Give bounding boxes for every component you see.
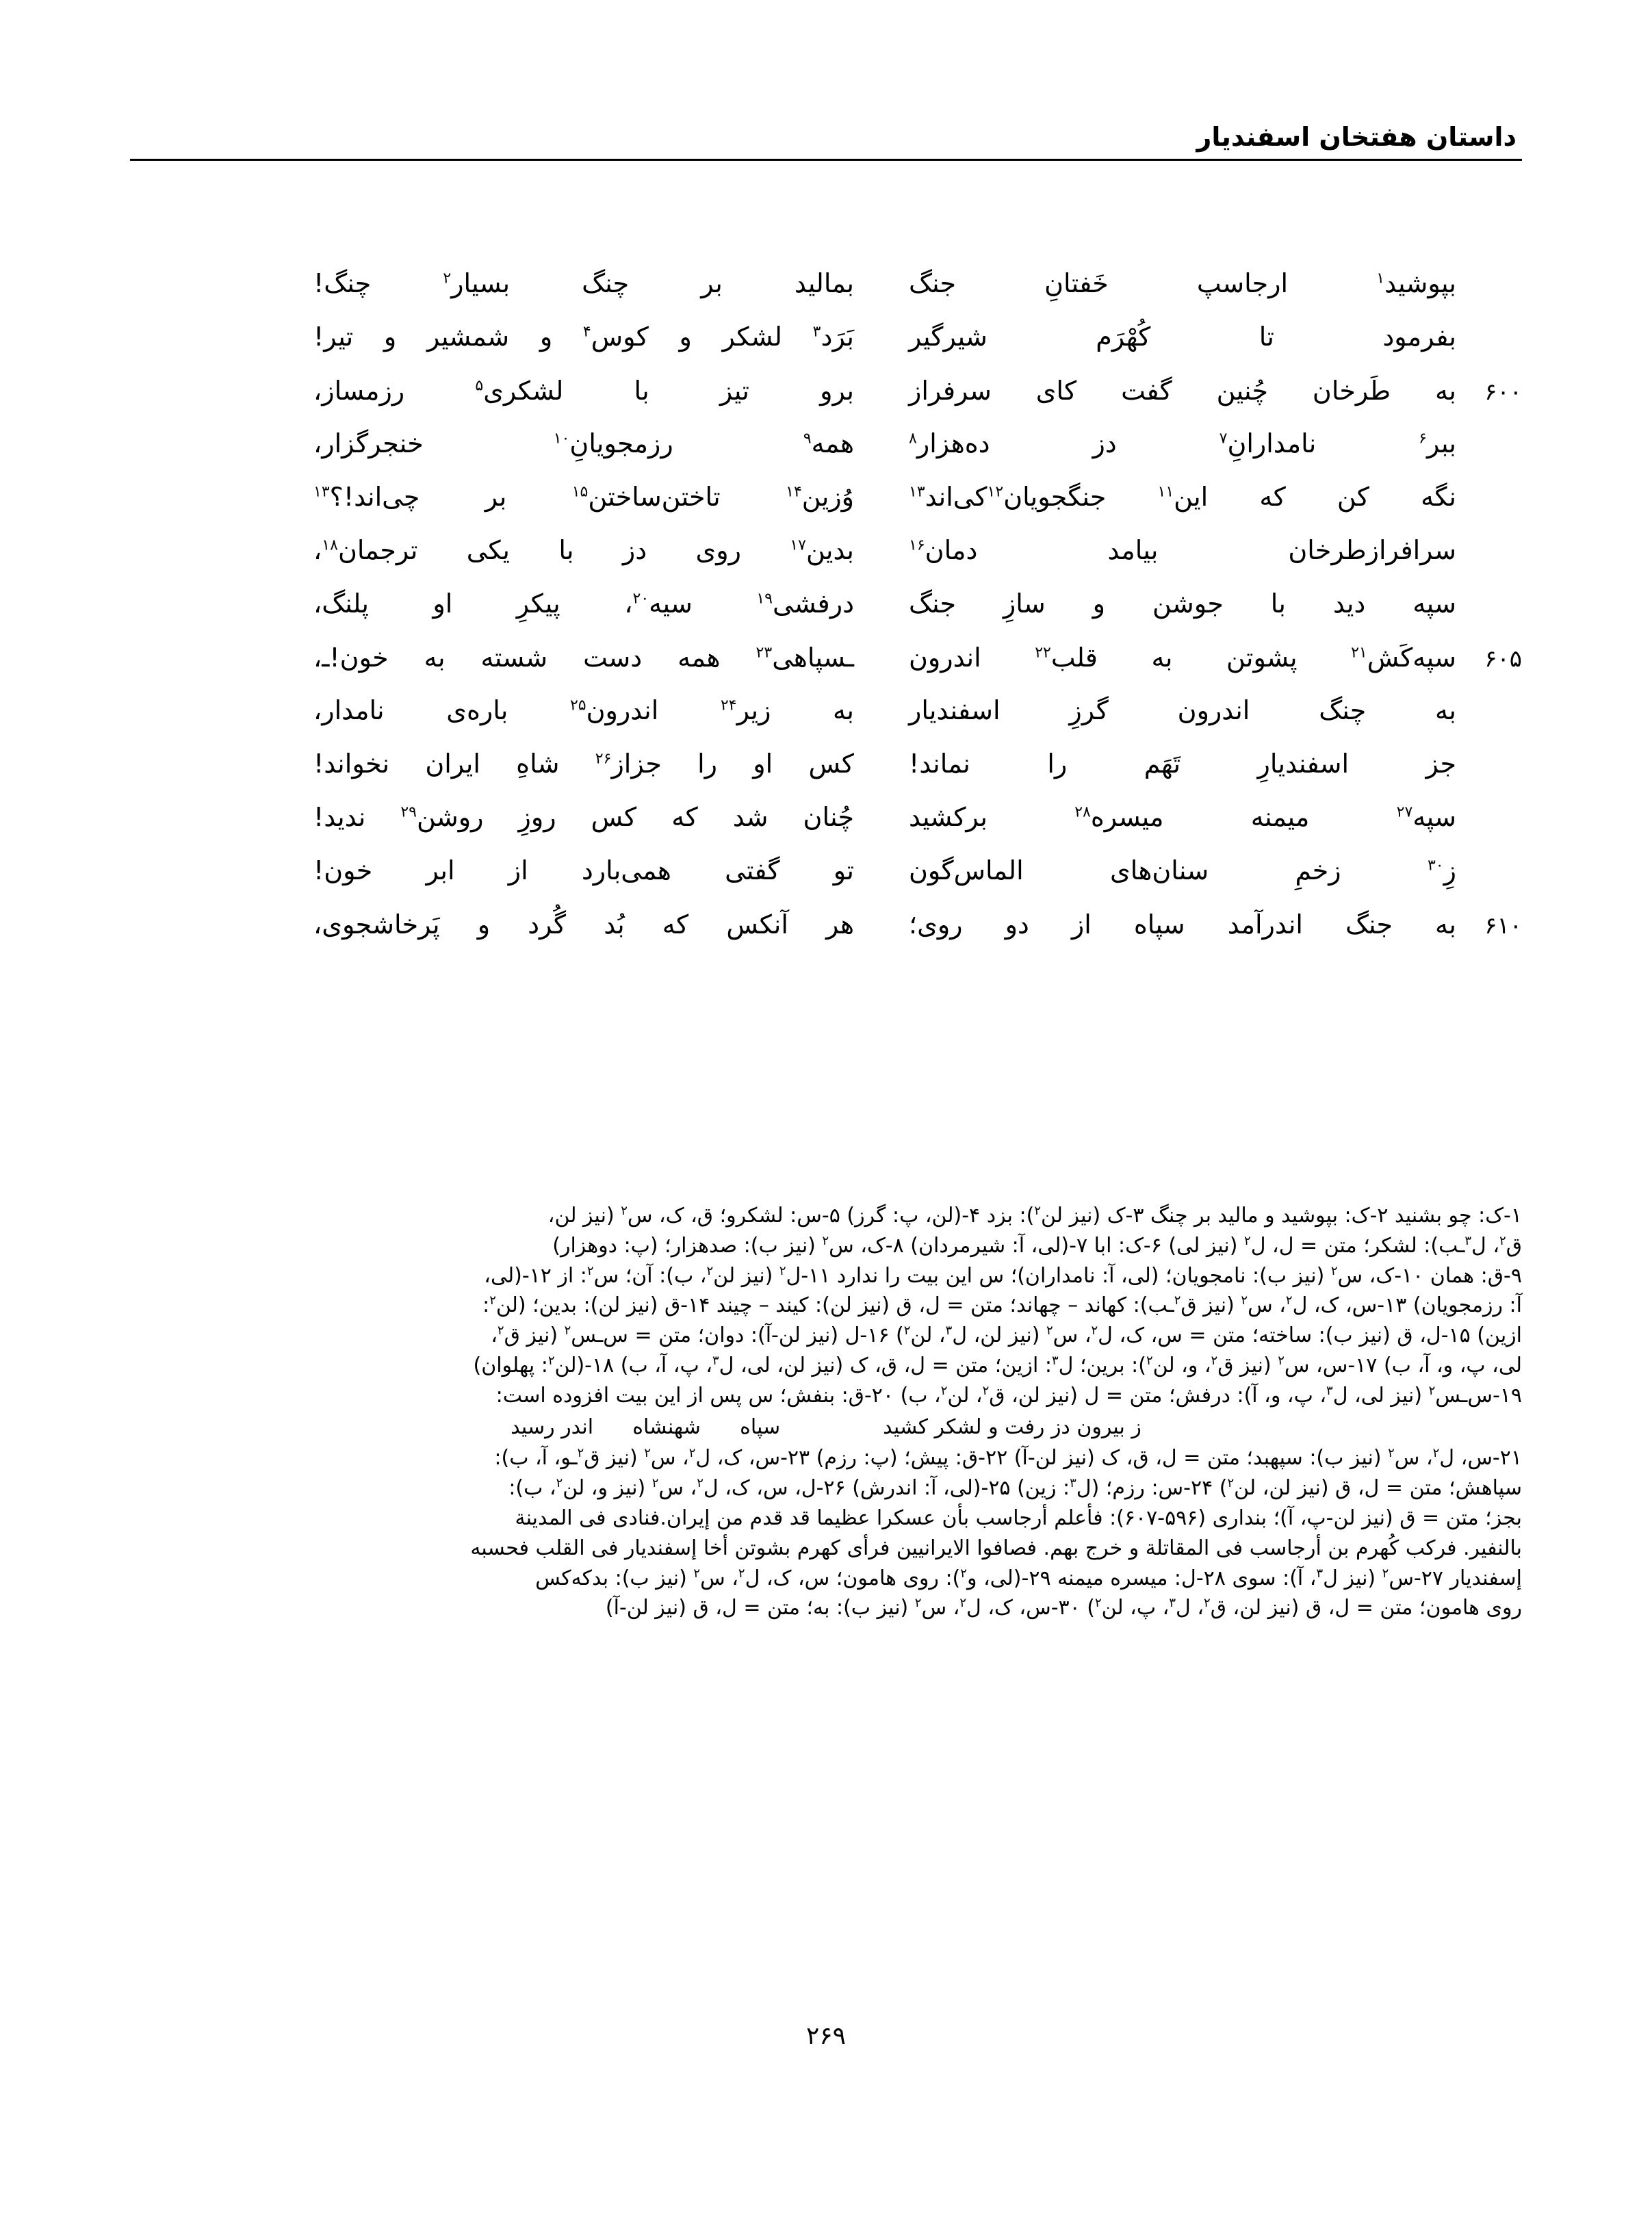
- hemistich-first: ببر$^۶$ نامدارانِ$^۷$ دز ده‌هزار$^۸$: [909, 428, 1456, 458]
- hemistich-second: بدین$^{۱۷}$ روی دز با یکی ترجمان$^{۱۸}$،: [313, 535, 854, 565]
- verse-line: [130, 430, 1522, 484]
- running-head-title: داستان هفتخان اسفندیار: [1196, 122, 1517, 152]
- verse-line: [130, 911, 1522, 964]
- hemistich-second: بَرَد$^۳$ لشکر و کوس$^۴$ و شمشیر و تیر!: [313, 322, 854, 352]
- verse-line: [130, 697, 1522, 751]
- apparatus-line: آ: رزمجویان) ۱۳-س، ک، ل$^۲$، س$^۲$ (نیز ق$^۲$ـب): کهاند – چهاند؛ متن = ل، ق (نیز لن): کیند – چیند ۱۴-ق (نیز لن): بدین؛ (لن$^۲$:: [482, 1293, 1522, 1318]
- hemistich-first: نگه کن که این$^{۱۱}$ جنگجویان$^{۱۲}$کی‌اند$^{۱۳}$: [909, 482, 1456, 512]
- inset-hemistich-right: ز بیرون دز رفت و لشکر کشید: [883, 1414, 1141, 1439]
- hemistich-first: به جنگ اندرآمد سپاه از دو روی؛: [909, 909, 1456, 940]
- folio: [0, 2022, 1652, 2050]
- verse-number: [1456, 611, 1522, 612]
- hemistich-first: به طَرخان چُنین گفت کای سرفراز: [909, 376, 1456, 406]
- hemistich-first: بفرمود تا کُهْرَم شیرگیر: [909, 322, 1456, 352]
- hemistich-first: سپه دید با جوشن و سازِ جنگ: [909, 588, 1456, 619]
- hemistich-second: به زیر$^{۲۴}$ اندرون$^{۲۵}$ باره‌ی نامدار،: [313, 695, 854, 725]
- inset-hemistich-left: سپاه شهنشاه اندر رسید: [511, 1414, 781, 1439]
- verse-number: [1456, 344, 1522, 346]
- hemistich-second: برو تیز با لشکری$^۵$ رزمساز،: [313, 376, 854, 406]
- verse-line: [130, 484, 1522, 537]
- hemistich-second: همه$^۹$ رزمجویانِ$^{۱۰}$ خنجرگزار،: [313, 428, 854, 458]
- hemistich-second: چُنان شد که کس روزِ روشن$^{۲۹}$ ندید!: [313, 802, 854, 832]
- running-head-rule: [130, 159, 1522, 161]
- hemistich-second: درفشی$^{۱۹}$ سیه$^{۲۰}$، پیکرِ او پلنگ،: [313, 588, 854, 619]
- apparatus-line: بالنفیر. فرکب کُهرم بن أرجاسب فی المقاتلة و خرج بهم. فصافوا الایرانیین فرأی کهرم بشوتن أخا إسفندیار فی القلب فحسبه: [470, 1536, 1522, 1560]
- apparatus-line: ۱۹-س‌ـس$^۲$ (نیز لی، ل$^۳$، پ، و، آ): درفش؛ متن = ل (نیز لن، ق$^۲$، لن$^۲$، ب) ۲۰-ق: بنفش؛ س پس از این بیت افزوده است:: [495, 1383, 1522, 1408]
- hemistich-first: سپه‌کَش$^{۲۱}$ پشوتن به قلب$^{۲۲}$ اندرون: [909, 643, 1456, 673]
- apparatus-line: ۱-ک: چو بشنید ۲-ک: بپوشید و مالید بر چنگ ۳-ک (نیز لن$^۲$): بزد ۴-(لن، پ: گرز) ۵-س: لشکرو؛ ق، ک، س$^۲$ (نیز لن،: [547, 1204, 1522, 1228]
- verse-number: [1456, 558, 1522, 559]
- verse-line: [130, 857, 1522, 911]
- apparatus-line: إسفندیار ۲۷-س$^۲$ (نیز ل$^۳$، آ): سوی ۲۸-ل: میسره میمنه ۲۹-(لی، و$^۲$): روی هامون؛ س، ک، ل$^۲$، س$^۲$ (نیز ب): بدکه‌کس: [535, 1566, 1522, 1590]
- hemistich-first: سرافرازطرخان بیامد دمان$^{۱۶}$: [909, 535, 1456, 565]
- verse-number: [1456, 291, 1522, 292]
- hemistich-second: ـسپاهی$^{۲۳}$ همه دست شسته به خون!ـ،: [313, 643, 854, 673]
- apparatus-line: ق$^۲$، ل$^۳$ـب): لشکر؛ متن = ل، ل$^۲$ (نیز لی) ۶-ک: ابا ۷-(لی، آ: شیرمردان) ۸-ک، س$^۲$ (نیز ب): صدهزار؛ (پ: دوهزار): [552, 1233, 1522, 1258]
- verse-line: [130, 751, 1522, 804]
- verse-number: [1456, 504, 1522, 506]
- hemistich-first: زِ$^{۳۰}$ زخمِ سنان‌های الماس‌گون: [909, 855, 1456, 885]
- verse-number: [1456, 825, 1522, 826]
- verse-line: [130, 537, 1522, 591]
- page-number: ۲۶۹: [805, 2022, 846, 2050]
- verse-line: [130, 588, 1522, 644]
- verse-line: [130, 270, 1522, 324]
- apparatus-line: ۲۱-س، ل$^۲$، س$^۲$ (نیز ب): سپهبد؛ متن = ل، ق، ک (نیز لن-آ) ۲۲-ق: پیش؛ (پ: رزم) ۲۳-س، ک، ل$^۲$، س$^۲$ (نیز ق$^۲$ـو، آ، ب):: [494, 1446, 1522, 1471]
- apparatus-line: ۹-ق: همان ۱۰-ک، س$^۲$ (نیز ب): نامجویان؛ (لی، آ: نامداران)؛ س این بیت را ندارد ۱۱-ل$^۲$ (نیز لن$^۲$، ب): آن؛ س$^۲$: از ۱۲-(لی،: [484, 1263, 1522, 1288]
- verse-line: [130, 324, 1522, 377]
- running-head: [130, 123, 1522, 161]
- critical-apparatus: [130, 1201, 1522, 1623]
- hemistich-first: سپه$^{۲۷}$ میمنه میسره$^{۲۸}$ برکشید: [909, 802, 1456, 832]
- verse-number: [1456, 718, 1522, 719]
- hemistich-second: هر آنکس که بُد گُرد و پَرخاشجوی،: [313, 909, 854, 940]
- verse-number: [1456, 878, 1522, 879]
- apparatus-line: سپاهش؛ متن = ل، ق (نیز لن، لن$^۲$) ۲۴-س: رزم؛ (ل$^۳$: زین) ۲۵-(لی، آ: اندرش) ۲۶-ل، س، ک، ل$^۲$، س$^۲$ (نیز و، لن$^۲$، ب):: [508, 1476, 1522, 1501]
- apparatus-line: بجز؛ متن = ق (نیز لن-پ، آ)؛ بنداری (۵۹۶-۶۰۷): فأعلم أرجاسب بأن عسکرا عظیما قد قدم من إیران.فنادی فی المدینة: [515, 1505, 1522, 1530]
- verse-number: [1456, 451, 1522, 452]
- hemistich-second: کس او را جزاز$^{۲۶}$ شاهِ ایران نخواند!: [313, 749, 854, 779]
- apparatus-line: روی هامون؛ متن = ل، ق (نیز لن، ق$^۲$، ل$^۳$، پ، لن$^۲$) ۳۰-س، ک، ل$^۲$، س$^۲$ (نیز ب): به؛ متن = ل، ق (نیز لن-آ): [605, 1596, 1522, 1620]
- apparatus-inset-couplet: [130, 1412, 1522, 1442]
- verse-number: [1456, 771, 1522, 773]
- verse-number: ۶۰۰: [1484, 378, 1522, 406]
- verse-line: [130, 644, 1522, 697]
- apparatus-line: ازین) ۱۵-ل، ق (نیز ب): ساخته؛ متن = س، ک، ل$^۲$، س$^۲$ (نیز لن، ل$^۳$، لن$^۲$) ۱۶-ل (نیز لن-آ): دوان؛ متن = س‌ـس$^۲$ (نیز ق$^۲$،: [491, 1323, 1522, 1348]
- verse-line: [130, 804, 1522, 857]
- hemistich-second: بمالید بر چنگ بسیار$^۲$ چنگ!: [313, 268, 855, 298]
- verse-number: ۶۱۰: [1484, 912, 1522, 940]
- hemistich-second: وُزین$^{۱۴}$ تاختن‌ساختن$^{۱۵}$ بر چی‌اند!؟$^{۱۳}$: [313, 482, 854, 512]
- hemistich-second: تو گفتی همی‌بارد از ابر خون!: [313, 855, 854, 885]
- verse-line: [130, 377, 1522, 430]
- hemistich-first: جز اسفندیارِ تَهَم را نماند!: [909, 749, 1456, 779]
- hemistich-first: بپوشید$^۱$ ارجاسپ خَفتانِ جنگ: [909, 268, 1456, 298]
- hemistich-first: به چنگ اندرون گرزِ اسفندیار: [909, 695, 1456, 725]
- verse-block: [130, 270, 1522, 964]
- verse-number: ۶۰۵: [1484, 645, 1522, 673]
- apparatus-line: لی، پ، و، آ، ب) ۱۷-س، س$^۲$ (نیز ق$^۲$، و، لن$^۲$): برین؛ ل$^۳$: ازین؛ متن = ل، ق، ک (نیز لن، لی، ل$^۳$، پ، آ، ب) ۱۸-(لن$^۲$: پهلوان): [473, 1353, 1522, 1377]
